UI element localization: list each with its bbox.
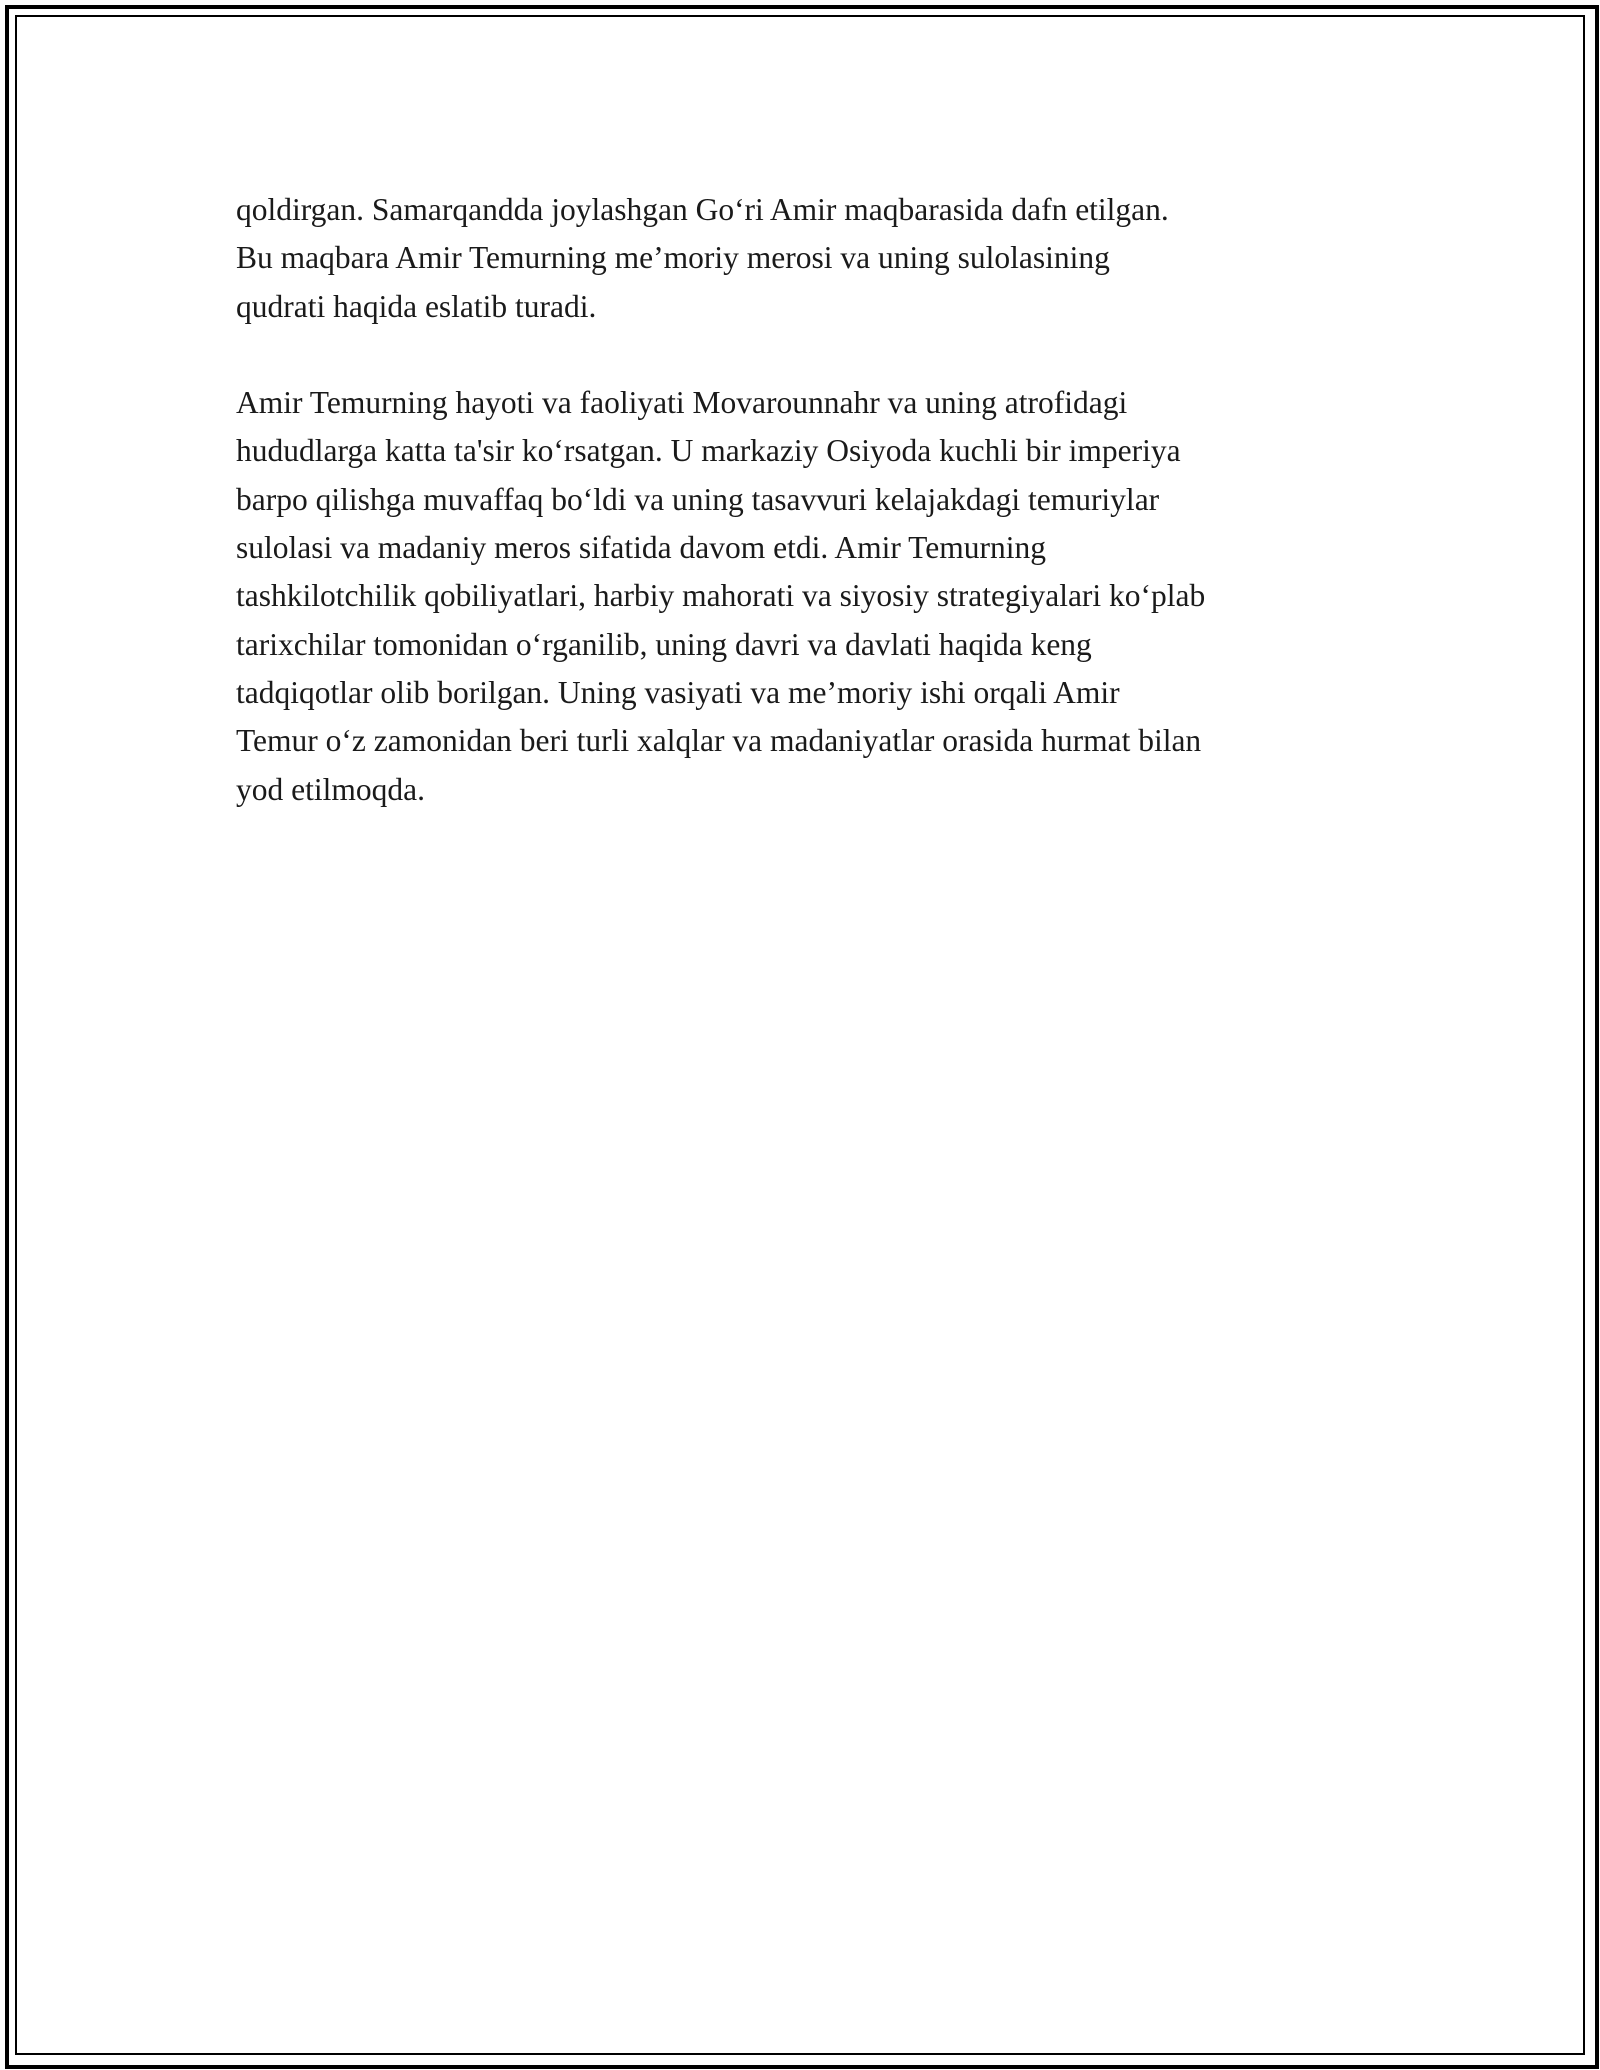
text-line: Temur o‘z zamonidan beri turli xalqlar va madaniyatlar orasida hurmat bilan [236,723,1202,759]
paragraph-2 [236,379,1376,814]
text-line: sulolasi va madaniy meros sifatida davom etdi. Amir Temurning [236,530,1046,566]
text-line: tashkilotchilik qobiliyatlari, harbiy mahorati va siyosiy strategiyalari ko‘plab [236,578,1206,614]
text-line: barpo qilishga muvaffaq bo‘ldi va uning tasavvuri kelajakdagi temuriylar [236,481,1160,517]
text-line: tarixchilar tomonidan o‘rganilib, uning davri va davlati haqida keng [236,626,1092,662]
text-line: Bu maqbara Amir Temurning me’moriy merosi va uning sulolasining [236,240,1110,276]
text-line: qoldirgan. Samarqandda joylashgan Go‘ri Amir maqbarasida dafn etilgan. [236,192,1169,227]
text-line: yod etilmoqda. [236,771,425,807]
text-line: qudrati haqida eslatib turadi. [236,288,597,324]
paragraph-1 [236,186,1376,331]
document-body [236,186,1376,814]
text-line: hududlarga katta ta'sir ko‘rsatgan. U markaziy Osiyoda kuchli bir imperiya [236,433,1181,469]
text-line: tadqiqotlar olib borilgan. Uning vasiyati va me’moriy ishi orqali Amir [236,674,1120,710]
text-line: Amir Temurning hayoti va faoliyati Movarounnahr va uning atrofidagi [236,385,1128,421]
